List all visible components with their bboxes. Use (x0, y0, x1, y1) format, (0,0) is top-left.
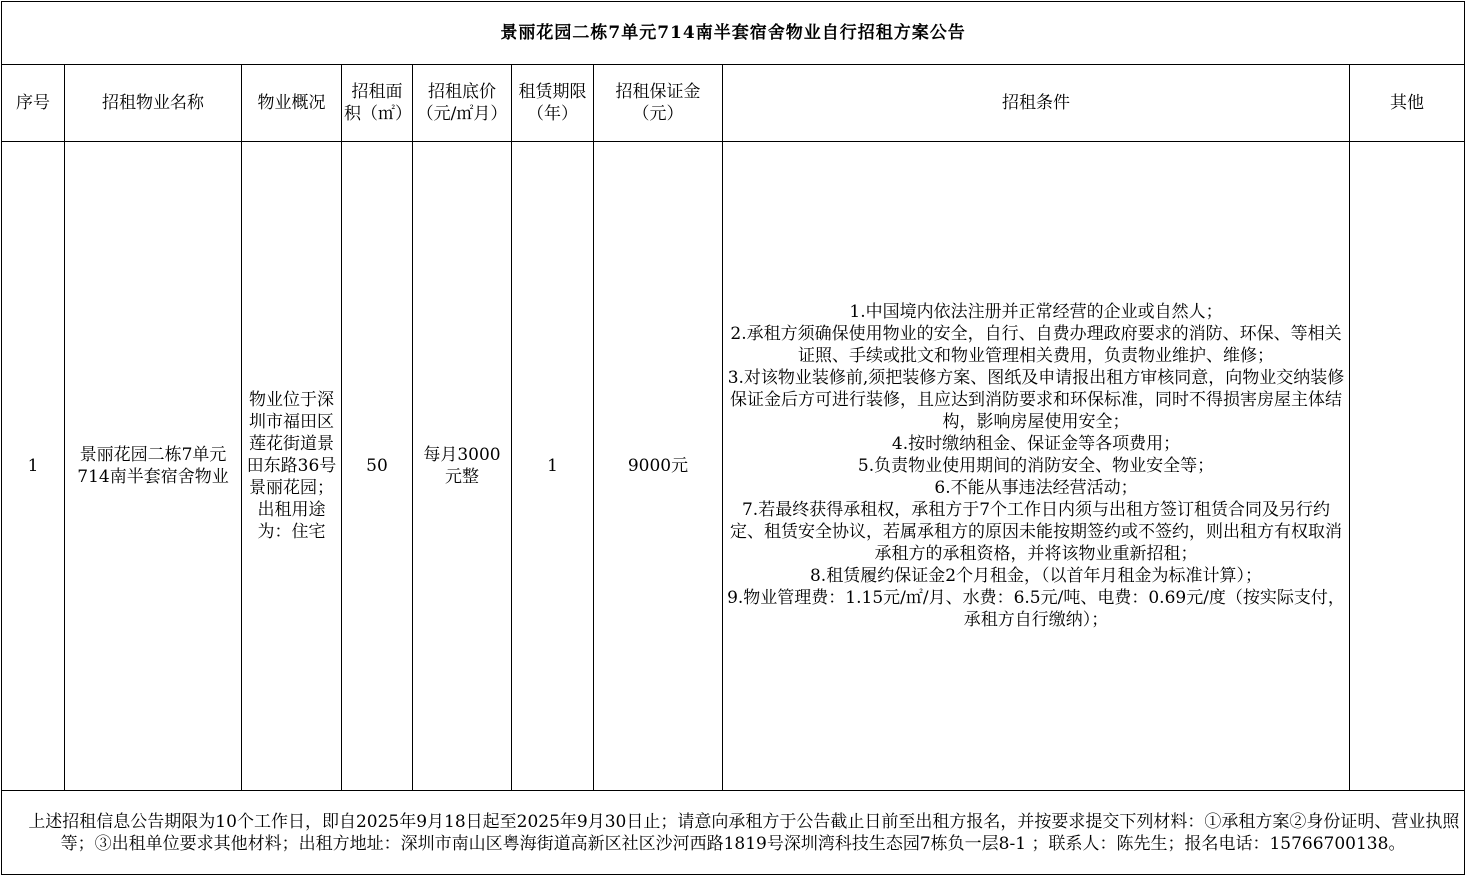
header-conditions: 招租条件 (723, 65, 1350, 142)
footer-note: 上述招租信息公告期限为10个工作日，即自2025年9月18日起至2025年9月30日止；请意向承租方于公告截止日前至出租方报名，并按要求提交下列材料：①承租方案②身份证明、营业执照等；③出租单位要求其他材料；出租方地址：深圳市南山区粤海街道高新区社区沙河西路1819号深圳湾科技生态园7栋负一层8-1 ；联系人：陈先生；报名电话：15766700138。 (2, 791, 1465, 875)
rental-notice-table (1, 1, 1465, 875)
header-term: 租赁期限（年） (512, 65, 594, 142)
cell-other (1350, 142, 1465, 791)
cell-property-name: 景丽花园二栋7单元714南半套宿舍物业 (65, 142, 242, 791)
condition-item: 1.中国境内依法注册并正常经营的企业或自然人； (849, 302, 1223, 322)
header-overview: 物业概况 (242, 65, 342, 142)
cell-deposit: 9000元 (594, 142, 723, 791)
cell-term: 1 (512, 142, 594, 791)
condition-item: 4.按时缴纳租金、保证金等各项费用； (891, 434, 1181, 454)
cell-overview: 物业位于深圳市福田区莲花街道景田东路36号景丽花园；出租用途为：住宅 (242, 142, 342, 791)
header-other: 其他 (1350, 65, 1465, 142)
condition-item: 6.不能从事违法经营活动； (934, 478, 1138, 498)
table-row (2, 142, 1465, 791)
condition-item: 9.物业管理费：1.15元/㎡/月、水费：6.5元/吨、电费：0.69元/度（按实际支付，承租方自行缴纳）； (727, 588, 1345, 630)
condition-item: 5.负责物业使用期间的消防安全、物业安全等； (857, 456, 1215, 476)
condition-item: 3.对该物业装修前,须把装修方案、图纸及申请报出租方审核同意，向物业交纳装修保证金后方可进行装修，且应达到消防要求和环保标准，同时不得损害房屋主体结构，影响房屋使用安全； (727, 368, 1345, 432)
header-area: 招租面积（㎡） (342, 65, 413, 142)
header-seq: 序号 (2, 65, 65, 142)
cell-area: 50 (342, 142, 413, 791)
header-price: 招租底价（元/㎡月） (413, 65, 512, 142)
cell-price: 每月3000元整 (413, 142, 512, 791)
condition-item: 8.租赁履约保证金2个月租金，（以首年月租金为标准计算）； (809, 566, 1263, 586)
header-property-name: 招租物业名称 (65, 65, 242, 142)
header-row (2, 65, 1465, 142)
condition-item: 7.若最终获得承租权，承租方于7个工作日内须与出租方签订租赁合同及另行约定、租赁安全协议，若属承租方的原因未能按期签约或不签约，则出租方有权取消承租方的承租资格，并将该物业重新招租； (730, 500, 1342, 564)
header-deposit: 招租保证金（元） (594, 65, 723, 142)
cell-seq: 1 (2, 142, 65, 791)
cell-conditions (723, 142, 1350, 791)
condition-item: 2.承租方须确保使用物业的安全，自行、自费办理政府要求的消防、环保、等相关证照、手续或批文和物业管理相关费用，负责物业维护、维修； (730, 324, 1342, 366)
notice-title: 景丽花园二栋7单元714南半套宿舍物业自行招租方案公告 (2, 2, 1465, 65)
